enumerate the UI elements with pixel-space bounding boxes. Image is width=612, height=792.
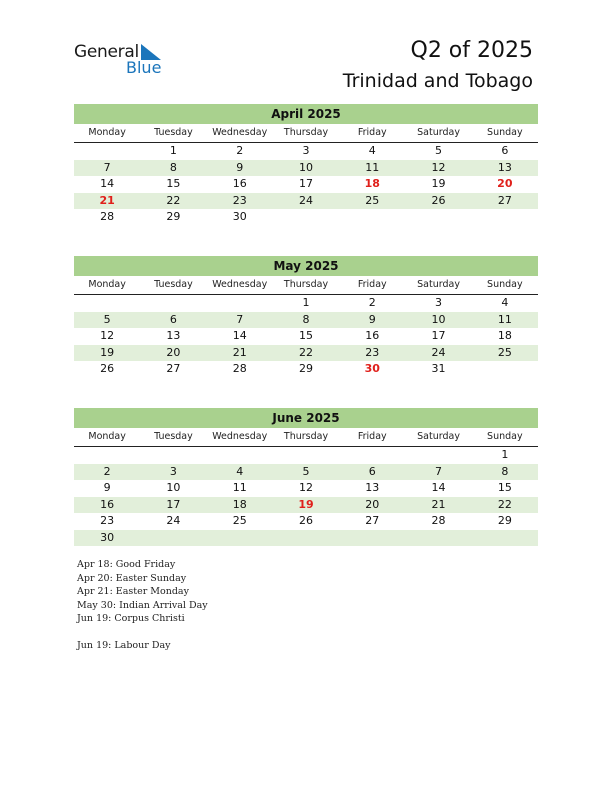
weekday-label: Thursday bbox=[283, 279, 329, 290]
weeks-grid bbox=[74, 447, 538, 546]
day-cell: 25 bbox=[497, 345, 512, 359]
day-cell: 30 bbox=[100, 530, 115, 544]
day-cell: 25 bbox=[232, 514, 247, 527]
day-cell: 20 bbox=[166, 345, 181, 359]
day-cell: 25 bbox=[365, 193, 380, 207]
empty-cell bbox=[74, 295, 140, 312]
day-cell: 19 bbox=[100, 345, 115, 359]
weekday-row bbox=[74, 276, 538, 295]
empty-cell bbox=[74, 447, 140, 464]
weekday-label: Monday bbox=[88, 127, 126, 138]
day-cell: 12 bbox=[431, 160, 446, 174]
day-cell: 22 bbox=[166, 193, 181, 207]
day-cell: 14 bbox=[431, 481, 446, 494]
logo bbox=[74, 42, 174, 78]
week-row bbox=[74, 464, 538, 481]
day-cell: 27 bbox=[166, 362, 181, 375]
day-cell: 9 bbox=[103, 481, 111, 494]
weekday-label: Wednesday bbox=[212, 127, 268, 138]
day-cell: 19 bbox=[298, 497, 314, 511]
logo-text-general: General bbox=[74, 42, 139, 62]
holiday-note: Jun 19: Corpus Christi bbox=[77, 613, 185, 624]
page-title: Q2 of 2025 bbox=[410, 38, 533, 63]
empty-cell bbox=[207, 530, 273, 547]
day-cell: 28 bbox=[232, 362, 247, 375]
weekday-label: Friday bbox=[357, 279, 387, 290]
week-row bbox=[74, 513, 538, 530]
day-cell: 11 bbox=[232, 481, 247, 494]
empty-cell bbox=[472, 530, 538, 547]
week-row bbox=[74, 312, 538, 329]
day-cell: 9 bbox=[368, 312, 376, 326]
day-cell: 26 bbox=[298, 514, 313, 527]
week-row bbox=[74, 497, 538, 514]
day-cell: 15 bbox=[166, 177, 181, 190]
day-cell: 29 bbox=[497, 514, 512, 527]
week-row bbox=[74, 209, 538, 226]
day-cell: 23 bbox=[232, 193, 247, 207]
day-cell: 12 bbox=[298, 481, 313, 494]
day-cell: 13 bbox=[166, 329, 181, 342]
day-cell: 4 bbox=[501, 296, 509, 309]
day-cell: 21 bbox=[431, 497, 446, 511]
month-calendar-june bbox=[74, 408, 538, 546]
weekday-label: Saturday bbox=[417, 431, 460, 442]
day-cell: 30 bbox=[364, 362, 380, 375]
day-cell: 26 bbox=[431, 193, 446, 207]
weekday-label: Friday bbox=[357, 127, 387, 138]
day-cell: 5 bbox=[103, 312, 111, 326]
weekday-label: Sunday bbox=[487, 279, 523, 290]
day-cell: 30 bbox=[232, 210, 247, 223]
month-header: April 2025 bbox=[74, 104, 538, 124]
day-cell: 10 bbox=[298, 160, 313, 174]
weekday-label: Sunday bbox=[487, 127, 523, 138]
week-row bbox=[74, 480, 538, 497]
holiday-note: Apr 18: Good Friday bbox=[77, 559, 176, 570]
empty-cell bbox=[140, 447, 206, 464]
day-cell: 23 bbox=[365, 345, 380, 359]
day-cell: 9 bbox=[236, 160, 244, 174]
day-cell: 22 bbox=[497, 497, 512, 511]
empty-cell bbox=[74, 143, 140, 160]
day-cell: 16 bbox=[100, 497, 115, 511]
empty-cell bbox=[207, 447, 273, 464]
day-cell: 28 bbox=[100, 210, 115, 223]
empty-cell bbox=[273, 209, 339, 226]
day-cell: 1 bbox=[169, 144, 177, 157]
day-cell: 8 bbox=[501, 464, 509, 478]
day-cell: 21 bbox=[232, 345, 247, 359]
empty-cell bbox=[405, 530, 471, 547]
weeks-grid bbox=[74, 143, 538, 226]
weekday-label: Friday bbox=[357, 431, 387, 442]
holiday-note: Jun 19: Labour Day bbox=[77, 639, 171, 651]
day-cell: 7 bbox=[103, 160, 111, 174]
day-cell: 20 bbox=[497, 177, 513, 190]
holiday-note: Apr 21: Easter Monday bbox=[77, 586, 189, 597]
weekday-label: Tuesday bbox=[154, 431, 193, 442]
weekday-label: Wednesday bbox=[212, 431, 268, 442]
weekday-label: Tuesday bbox=[154, 127, 193, 138]
day-cell: 15 bbox=[298, 329, 313, 342]
day-cell: 6 bbox=[368, 464, 376, 478]
day-cell: 7 bbox=[236, 312, 244, 326]
day-cell: 21 bbox=[99, 193, 115, 207]
day-cell: 1 bbox=[302, 296, 310, 309]
holiday-list bbox=[77, 558, 208, 652]
empty-cell bbox=[140, 530, 206, 547]
empty-cell bbox=[472, 361, 538, 378]
day-cell: 24 bbox=[431, 345, 446, 359]
day-cell: 26 bbox=[100, 362, 115, 375]
day-cell: 27 bbox=[365, 514, 380, 527]
month-calendar-may bbox=[74, 256, 538, 378]
day-cell: 29 bbox=[166, 210, 181, 223]
day-cell: 24 bbox=[298, 193, 313, 207]
logo-text-blue: Blue bbox=[126, 58, 162, 77]
day-cell: 5 bbox=[435, 144, 443, 157]
day-cell: 5 bbox=[302, 464, 310, 478]
country-name: Trinidad and Tobago bbox=[342, 70, 533, 92]
day-cell: 13 bbox=[497, 160, 512, 174]
day-cell: 16 bbox=[365, 329, 380, 342]
week-row bbox=[74, 345, 538, 362]
weeks-grid bbox=[74, 295, 538, 378]
day-cell: 17 bbox=[431, 329, 446, 342]
day-cell: 18 bbox=[232, 497, 247, 511]
weekday-label: Saturday bbox=[417, 279, 460, 290]
weekday-row bbox=[74, 428, 538, 447]
day-cell: 11 bbox=[365, 160, 380, 174]
day-cell: 11 bbox=[497, 312, 512, 326]
day-cell: 29 bbox=[298, 362, 313, 375]
day-cell: 6 bbox=[501, 144, 509, 157]
day-cell: 19 bbox=[431, 177, 446, 190]
week-row bbox=[74, 143, 538, 160]
day-cell: 4 bbox=[368, 144, 376, 157]
weekday-label: Monday bbox=[88, 279, 126, 290]
day-cell: 4 bbox=[236, 464, 244, 478]
day-cell: 15 bbox=[497, 481, 512, 494]
holiday-note: May 30: Indian Arrival Day bbox=[77, 599, 208, 611]
weekday-label: Thursday bbox=[283, 127, 329, 138]
weekday-label: Wednesday bbox=[212, 279, 268, 290]
day-cell: 23 bbox=[100, 514, 115, 527]
day-cell: 31 bbox=[431, 362, 446, 375]
empty-cell bbox=[339, 530, 405, 547]
weekday-label: Thursday bbox=[283, 431, 329, 442]
day-cell: 22 bbox=[298, 345, 313, 359]
empty-cell bbox=[405, 209, 471, 226]
day-cell: 10 bbox=[431, 312, 446, 326]
week-row bbox=[74, 160, 538, 177]
day-cell: 17 bbox=[166, 497, 181, 511]
month-header: May 2025 bbox=[74, 256, 538, 276]
weekday-label: Monday bbox=[88, 431, 126, 442]
weekday-label: Sunday bbox=[487, 431, 523, 442]
empty-cell bbox=[339, 209, 405, 226]
month-calendar-april bbox=[74, 104, 538, 226]
holiday-note: Apr 20: Easter Sunday bbox=[77, 572, 187, 584]
week-row bbox=[74, 530, 538, 547]
week-row bbox=[74, 447, 538, 464]
week-row bbox=[74, 176, 538, 193]
day-cell: 8 bbox=[302, 312, 310, 326]
day-cell: 8 bbox=[169, 160, 177, 174]
day-cell: 14 bbox=[232, 329, 247, 342]
weekday-label: Saturday bbox=[417, 127, 460, 138]
empty-cell bbox=[140, 295, 206, 312]
empty-cell bbox=[339, 447, 405, 464]
empty-cell bbox=[273, 447, 339, 464]
day-cell: 10 bbox=[166, 481, 181, 494]
day-cell: 13 bbox=[365, 481, 380, 494]
day-cell: 28 bbox=[431, 514, 446, 527]
weekday-row bbox=[74, 124, 538, 143]
day-cell: 14 bbox=[100, 177, 115, 190]
empty-cell bbox=[207, 295, 273, 312]
empty-cell bbox=[472, 209, 538, 226]
week-row bbox=[74, 193, 538, 210]
day-cell: 3 bbox=[302, 144, 310, 157]
day-cell: 17 bbox=[298, 177, 313, 190]
empty-cell bbox=[273, 530, 339, 547]
day-cell: 12 bbox=[100, 329, 115, 342]
weekday-label: Tuesday bbox=[154, 279, 193, 290]
day-cell: 18 bbox=[364, 177, 380, 190]
day-cell: 7 bbox=[435, 464, 443, 478]
day-cell: 3 bbox=[435, 296, 443, 309]
day-cell: 2 bbox=[368, 296, 376, 309]
day-cell: 2 bbox=[103, 464, 111, 478]
day-cell: 16 bbox=[232, 177, 247, 190]
day-cell: 27 bbox=[497, 193, 512, 207]
day-cell: 6 bbox=[169, 312, 177, 326]
week-row bbox=[74, 328, 538, 345]
day-cell: 3 bbox=[169, 464, 177, 478]
day-cell: 2 bbox=[236, 144, 244, 157]
day-cell: 1 bbox=[501, 448, 509, 461]
day-cell: 24 bbox=[166, 514, 181, 527]
month-header: June 2025 bbox=[74, 408, 538, 428]
day-cell: 20 bbox=[365, 497, 380, 511]
empty-cell bbox=[405, 447, 471, 464]
day-cell: 18 bbox=[497, 329, 512, 342]
week-row bbox=[74, 295, 538, 312]
week-row bbox=[74, 361, 538, 378]
